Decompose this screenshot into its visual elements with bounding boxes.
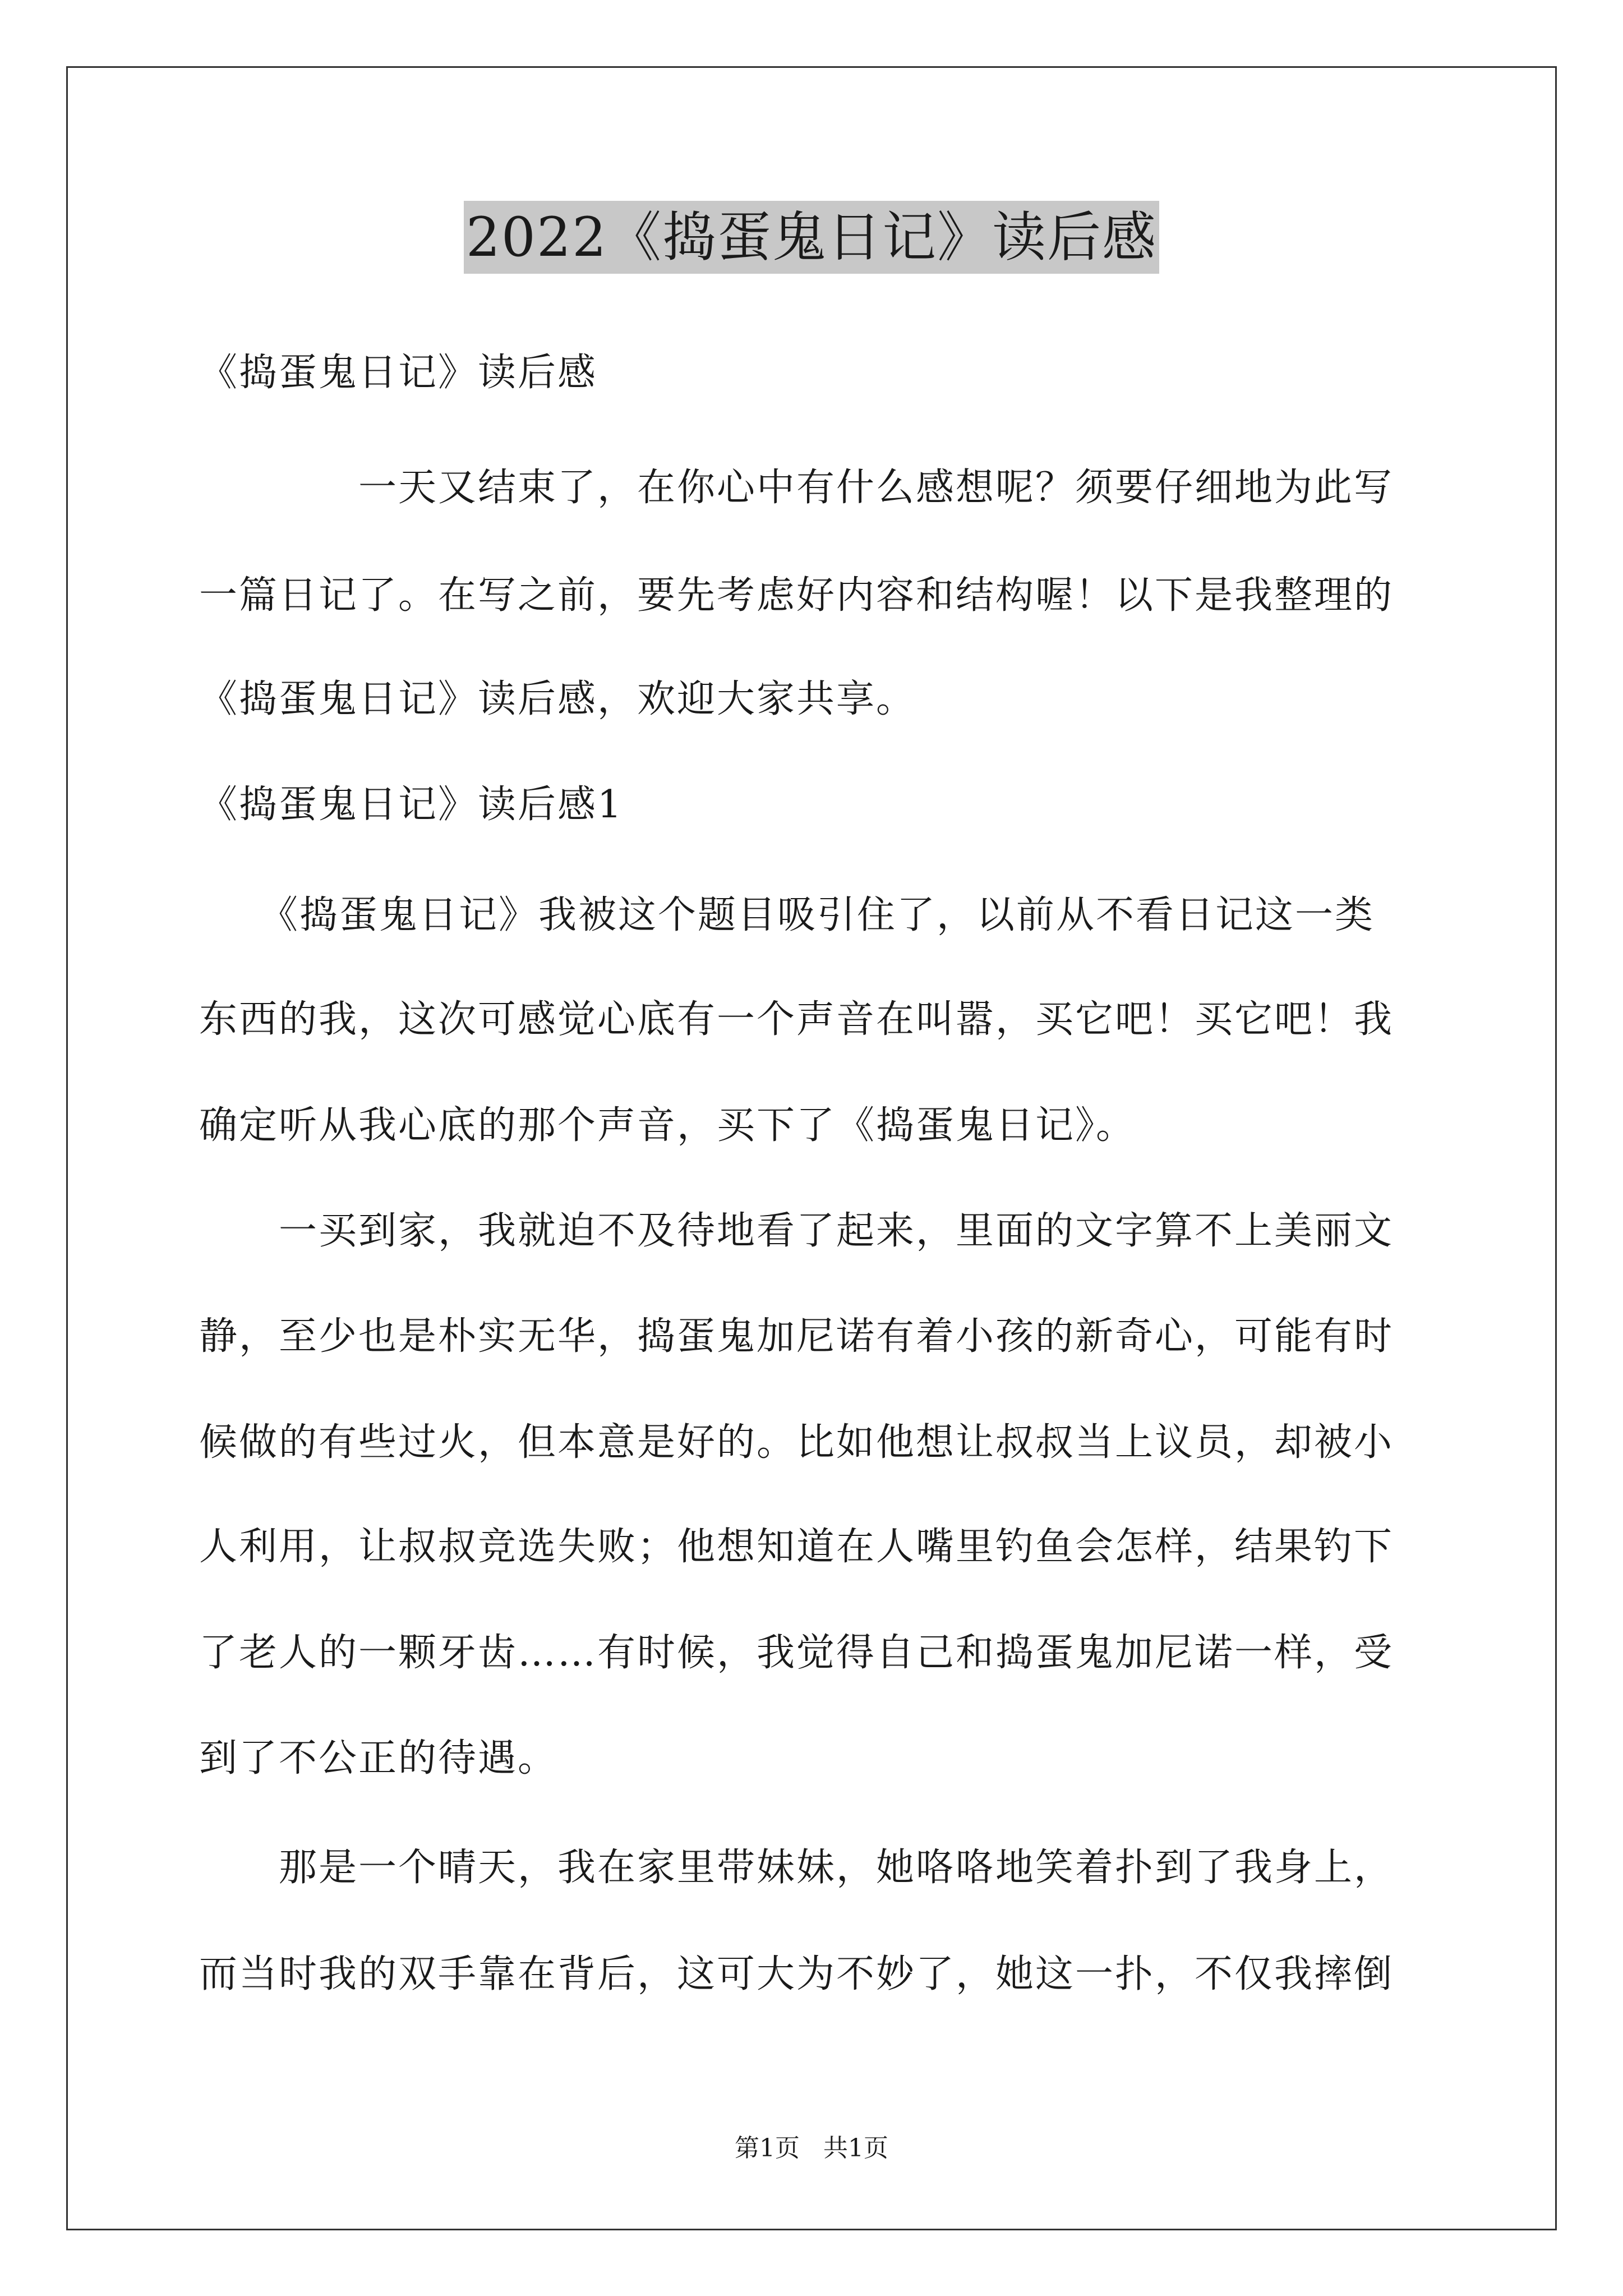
text-line: 人利用，让叔叔竞选失败；他想知道在人嘴里钓鱼会怎样，结果钓下 [199,1525,1394,1569]
text-line: 《捣蛋鬼日记》读后感，欢迎大家共享。 [199,677,916,721]
text-line: 而当时我的双手靠在背后，这可大为不妙了，她这一扑，不仅我摔倒 [199,1952,1394,1996]
subtitle-line: 《捣蛋鬼日记》读后感 [199,351,598,395]
text-line: 到了不公正的待遇。 [199,1736,558,1780]
text-line: 东西的我，这次可感觉心底有一个声音在叫嚣，买它吧！买它吧！我 [199,997,1394,1042]
text-line: 确定听从我心底的那个声音，买下了《捣蛋鬼日记》。 [199,1103,1136,1148]
text-line: 一买到家，我就迫不及待地看了起来，里面的文字算不上美丽文 [199,1209,1394,1253]
text-line: 一篇日记了。在写之前，要先考虑好内容和结构喔！以下是我整理的 [199,573,1394,618]
section-heading: 《捣蛋鬼日记》读后感1 [199,783,624,827]
text-line: 候做的有些过火，但本意是好的。比如他想让叔叔当上议员，却被小 [199,1420,1394,1465]
text-line: 了老人的一颗牙齿……有时候，我觉得自己和捣蛋鬼加尼诺一样，受 [199,1631,1394,1675]
document-title: 2022《捣蛋鬼日记》读后感 [464,201,1159,274]
document-title-container [0,201,1623,274]
text-line: 那是一个晴天，我在家里带妹妹，她咯咯地笑着扑到了我身上， [199,1846,1394,1890]
page-footer: 第1页 共1页 [735,2134,888,2162]
text-line: 《捣蛋鬼日记》我被这个题目吸引住了，以前从不看日记这一类 [199,893,1375,937]
text-line: 静，至少也是朴实无华，捣蛋鬼加尼诺有着小孩的新奇心，可能有时 [199,1314,1394,1359]
text-line: 一天又结束了，在你心中有什么感想呢？须要仔细地为此写 [199,466,1394,510]
